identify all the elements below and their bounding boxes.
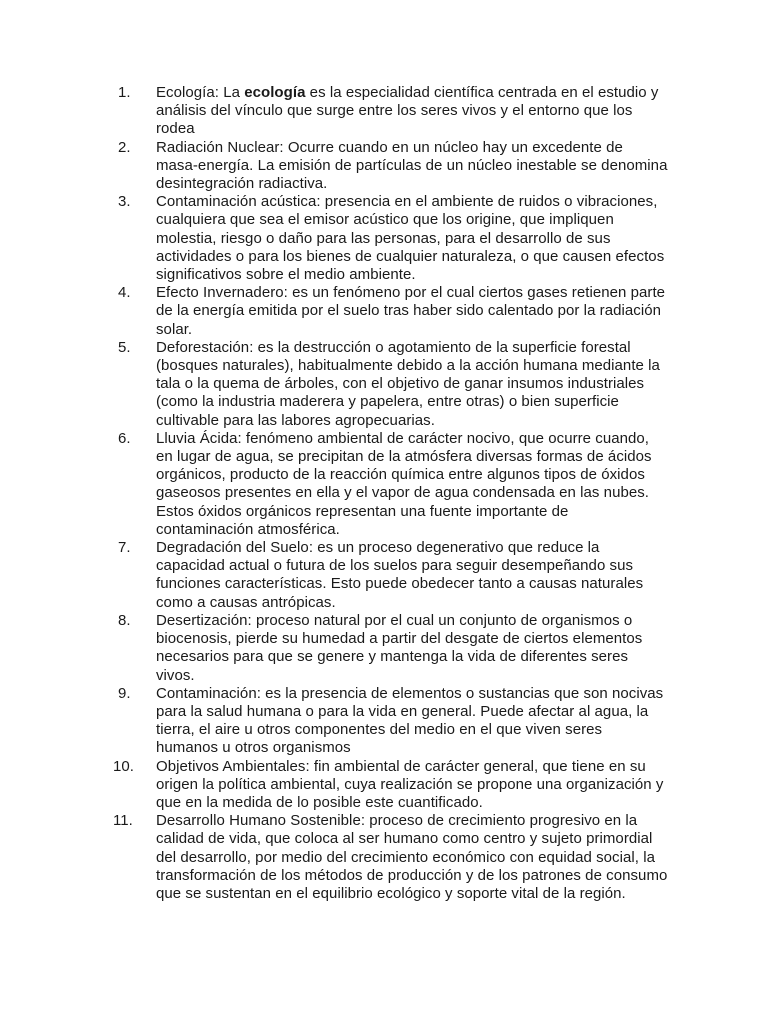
item-text: Radiación Nuclear: Ocurre cuando en un núcleo hay un excedente de masa-energía. La emisión de partículas de un núcleo inestable se denomina desintegración radiactiva. [156,138,668,193]
list-item [0,284,768,339]
item-text: Contaminación acústica: presencia en el ambiente de ruidos o vibraciones, cualquiera que sea el emisor acústico que los origine, que impliquen molestia, riesgo o daño para las personas, para el desarrollo de sus actividades o para los bienes de cualquier naturaleza, o que causen efectos significativos sobre el medio ambiente. [156,193,665,284]
highlighted-term: ecología [244,84,306,101]
item-text: Contaminación: es la presencia de elementos o sustancias que son nocivas para la salud humana o para la vida en general. Puede afectar al agua, la tierra, el aire u otros componentes del medio en el que viven seres humanos u otros organismos [156,684,664,757]
item-number: 11. [113,812,133,830]
list-item [0,193,768,284]
list-item [0,539,768,612]
item-text-part: es la especialidad científica centrada en el estudio y análisis del vínculo que surge entre los seres vivos y el entorno que los rodea [156,84,659,138]
list-item [0,685,768,758]
item-text: Degradación del Suelo: es un proceso degenerativo que reduce la capacidad actual o futura de los suelos para seguir desempeñando sus funciones características. Esto puede obedecer tanto a causas naturales como a causas antrópicas. [156,539,644,611]
item-text: Lluvia Ácida: fenómeno ambiental de carácter nocivo, que ocurre cuando, en lugar de agua, se precipitan de la atmósfera diversas formas de ácidos orgánicos, producto de la reacción química entre algunos tipos de óxidos gaseosos presentes en ella y el vapor de agua condensada en las nubes. Estos óxidos orgánicos representan una fuente importante de contaminación atmosférica. [156,429,652,538]
definitions-list [0,84,768,903]
item-number: 9. [118,684,131,702]
item-number: 2. [118,138,131,156]
item-text: Deforestación: es la destrucción o agotamiento de la superficie forestal (bosques naturales), habitualmente debido a la acción humana mediante la tala o la quema de árboles, con el objetivo de ganar insumos industriales (como la industria maderera y papelera, entre otras) o bien superficie cultivable para las labores agropecuarias. [156,338,660,429]
item-number: 3. [118,193,131,211]
item-text: Desarrollo Humano Sostenible: proceso de crecimiento progresivo en la calidad de vida, que coloca al ser humano como centro y sujeto primordial del desarrollo, por medio del crecimiento económico con equidad social, la transformación de los métodos de producción y de los patrones de consumo que se sustentan en el equilibrio ecológico y soporte vital de la región. [156,812,668,902]
list-item [0,758,768,813]
item-text-part: Ecología: La [156,84,245,101]
item-text: Objetivos Ambientales: fin ambiental de carácter general, que tiene en su origen la política ambiental, cuya realización se propone una organización y que en la medida de lo posible este cuantificado. [156,757,664,811]
list-item [0,812,768,903]
item-number: 4. [118,284,131,302]
list-item [0,84,768,139]
item-number: 10. [113,757,135,775]
list-item [0,339,768,430]
item-text: Desertización: proceso natural por el cual un conjunto de organismos o biocenosis, pierde su humedad a partir del desgate de ciertos elementos necesarios para que se genere y mantenga la vida de diferentes seres vivos. [156,611,643,684]
list-item [0,612,768,685]
item-text: Efecto Invernadero: es un fenómeno por el cual ciertos gases retienen parte de la energía emitida por el suelo tras haber sido calentado por la radiación solar. [156,284,666,338]
item-number: 8. [118,611,131,629]
item-number: 7. [118,539,131,557]
item-text [156,84,658,137]
item-number: 1. [118,84,131,101]
list-item [0,430,768,539]
item-number: 6. [118,429,131,447]
list-item [0,139,768,194]
item-number: 5. [118,338,131,356]
